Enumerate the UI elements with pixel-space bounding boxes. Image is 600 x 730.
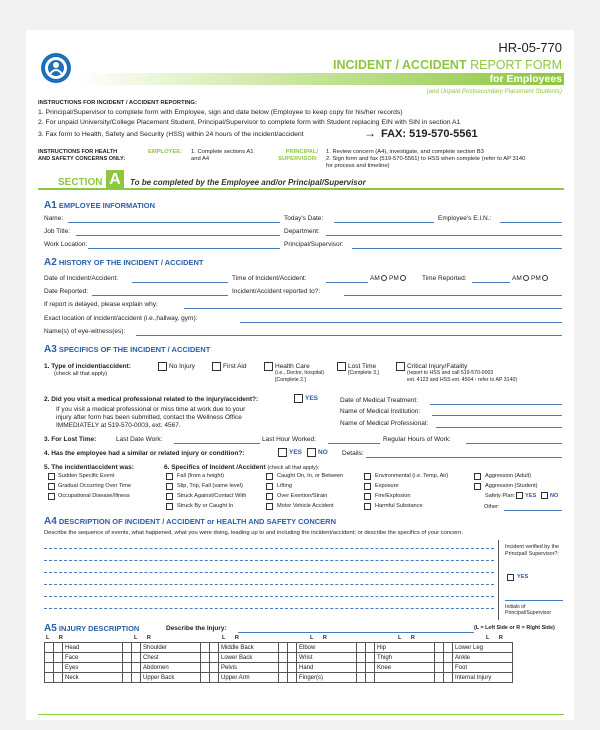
injury-part: Shoulder bbox=[141, 643, 201, 653]
table-row bbox=[45, 673, 513, 683]
lr-header: L R bbox=[134, 635, 155, 641]
supervisor-text-2: 2. Sign form and fax (519-570-5561) to HSS when complete (refer to AP 3140 for process and timeline) bbox=[326, 156, 526, 169]
supervisor-label: PRINCIPAL/ SUPERVISOR: bbox=[278, 149, 318, 162]
q6-checkbox[interactable] bbox=[266, 493, 273, 500]
injury-cell-r[interactable] bbox=[54, 663, 63, 673]
safety-yes-checkbox[interactable] bbox=[516, 492, 523, 499]
injury-part: Middle Back bbox=[219, 643, 279, 653]
instruction-step-3: 3. Fax form to Health, Safety and Security (HSS) within 24 hours of the incident/accident bbox=[38, 131, 304, 138]
form-subtitle: for Employees bbox=[489, 73, 562, 85]
injury-part: Internal Injury bbox=[453, 673, 513, 683]
critical-injury-label: Critical Injury/Fatality bbox=[407, 363, 468, 370]
injury-part: Pelvis bbox=[219, 663, 279, 673]
health-care-label: Health Care bbox=[275, 363, 310, 370]
department-label: Department: bbox=[284, 228, 320, 235]
medical-institution-label: Name of Medical Institution: bbox=[340, 408, 421, 415]
form-note: (and Unpaid Postsecondary Placement Students) bbox=[426, 88, 562, 95]
injury-cell-l[interactable] bbox=[201, 653, 210, 663]
injury-cell-l[interactable] bbox=[435, 643, 444, 653]
other-label: Other: bbox=[484, 504, 500, 510]
q6-option: Aggression (Student) bbox=[485, 483, 538, 489]
lr-header: L R bbox=[222, 635, 243, 641]
q6-checkbox[interactable] bbox=[166, 483, 173, 490]
work-location-label: Work Location: bbox=[44, 241, 88, 248]
a5-heading: A5 INJURY DESCRIPTION bbox=[44, 623, 140, 634]
a2-heading: A2 HISTORY OF THE INCIDENT / ACCIDENT bbox=[44, 257, 204, 268]
medical-institution-input[interactable] bbox=[432, 415, 562, 416]
q6-checkbox[interactable] bbox=[474, 473, 481, 480]
exact-location-label: Exact location of incident/accident (i.e.,hallway, gym): bbox=[44, 315, 198, 322]
critical-injury-note-2: ext. 4123 and HSS ext. 4504 - refer to AP 3140) bbox=[407, 377, 518, 383]
injury-cell-r[interactable] bbox=[210, 663, 219, 673]
time-reported-input[interactable] bbox=[472, 282, 510, 283]
verified-yes-checkbox[interactable] bbox=[507, 574, 514, 581]
q5-label: 5. The incident/accident was: bbox=[44, 464, 134, 471]
injury-cell-l[interactable] bbox=[279, 673, 288, 683]
injury-part: Hand bbox=[297, 663, 357, 673]
first-aid-checkbox[interactable] bbox=[212, 362, 221, 371]
description-line[interactable] bbox=[44, 548, 494, 549]
today-date-input[interactable] bbox=[334, 222, 434, 223]
injury-cell-r[interactable] bbox=[366, 643, 375, 653]
injury-part: Wrist bbox=[297, 653, 357, 663]
q6-checkbox[interactable] bbox=[166, 503, 173, 510]
injury-cell-l[interactable] bbox=[357, 673, 366, 683]
injury-cell-l[interactable] bbox=[435, 653, 444, 663]
injury-cell-l[interactable] bbox=[45, 673, 54, 683]
no-injury-label: No Injury bbox=[169, 363, 196, 370]
injury-cell-l[interactable] bbox=[201, 673, 210, 683]
similar-no-checkbox[interactable] bbox=[307, 448, 316, 457]
injury-cell-l[interactable] bbox=[123, 643, 132, 653]
employee-label: EMPLOYEE: bbox=[148, 149, 183, 155]
injury-cell-l[interactable] bbox=[357, 643, 366, 653]
q6-option: Fire/Explosion bbox=[375, 493, 411, 499]
injury-cell-r[interactable] bbox=[444, 653, 453, 663]
q6-checkbox[interactable] bbox=[364, 483, 371, 490]
injury-part: Elbow bbox=[297, 643, 357, 653]
name-input[interactable] bbox=[68, 222, 280, 223]
no-injury-checkbox[interactable] bbox=[158, 362, 167, 371]
first-aid-label: First Aid bbox=[223, 363, 247, 370]
verified-label: Incident verified by the Principal/ Supervisor?: bbox=[505, 544, 559, 557]
date-medical-input[interactable] bbox=[430, 404, 562, 405]
pm-label-2: PM bbox=[531, 275, 541, 282]
injury-cell-l[interactable] bbox=[201, 643, 210, 653]
section-desc: To be completed by the Employee and/or Principal/Supervisor bbox=[130, 178, 366, 187]
today-date-label: Today's Date: bbox=[284, 215, 324, 222]
injury-cell-r[interactable] bbox=[444, 673, 453, 683]
description-line[interactable] bbox=[44, 584, 494, 585]
safety-no-checkbox[interactable] bbox=[541, 492, 548, 499]
q6-checkbox[interactable] bbox=[166, 473, 173, 480]
initials-input[interactable] bbox=[505, 600, 563, 601]
q6-option: Lifting bbox=[277, 483, 292, 489]
safety-plan-label: Safety Plan: bbox=[485, 493, 516, 499]
delay-reason-input[interactable] bbox=[184, 308, 562, 309]
health-care-checkbox[interactable] bbox=[264, 362, 273, 371]
details-label: Details: bbox=[342, 450, 364, 457]
time-reported-label: Time Reported: bbox=[422, 275, 467, 282]
job-title-input[interactable] bbox=[76, 235, 280, 236]
injury-cell-r[interactable] bbox=[288, 653, 297, 663]
health-care-note: (i.e., Doctor, hospital) bbox=[275, 370, 325, 376]
q6-checkbox[interactable] bbox=[364, 493, 371, 500]
last-date-label: Last Date Work: bbox=[116, 436, 163, 443]
q6-checkbox[interactable] bbox=[474, 483, 481, 490]
q6-option: Motor Vehicle Accident bbox=[277, 503, 334, 509]
section-label: SECTION bbox=[58, 177, 103, 188]
injury-part: Knee bbox=[375, 663, 435, 673]
injury-cell-r[interactable] bbox=[210, 643, 219, 653]
verification-box bbox=[498, 540, 564, 620]
injury-cell-l[interactable] bbox=[279, 663, 288, 673]
reported-to-label: Incident/Accident reported to?: bbox=[232, 288, 321, 295]
injury-part bbox=[375, 673, 435, 683]
section-letter: A bbox=[106, 170, 124, 190]
injury-cell-r[interactable] bbox=[54, 673, 63, 683]
similar-no-label: NO bbox=[318, 449, 328, 456]
name-label: Name: bbox=[44, 215, 64, 222]
reported-to-input[interactable] bbox=[344, 295, 562, 296]
injury-cell-r[interactable] bbox=[132, 653, 141, 663]
injury-table bbox=[44, 642, 513, 683]
date-of-incident-input[interactable] bbox=[132, 282, 228, 283]
date-reported-label: Date Reported: bbox=[44, 288, 89, 295]
injury-part: Thigh bbox=[375, 653, 435, 663]
injury-part: Lower Back bbox=[219, 653, 279, 663]
supervisor-text-1: 1. Review concern (A4), investigate, and complete section B3 bbox=[326, 149, 484, 155]
injury-cell-l[interactable] bbox=[201, 663, 210, 673]
injury-cell-r[interactable] bbox=[54, 653, 63, 663]
eyewitness-label: Name(s) of eye-witness(es): bbox=[44, 328, 126, 335]
gradual-checkbox[interactable] bbox=[48, 483, 55, 490]
similar-yes-checkbox[interactable] bbox=[278, 448, 287, 457]
q2-label: 2. Did you visit a medical professional related to the injury/accident?: bbox=[44, 396, 259, 403]
a1-heading: A1 EMPLOYEE INFORMATION bbox=[44, 200, 156, 211]
q2-note-1: If you visit a medical professional or miss time at work due to your bbox=[56, 406, 246, 413]
injury-part: Lower Leg bbox=[453, 643, 513, 653]
table-row bbox=[45, 643, 513, 653]
section-a-banner bbox=[38, 170, 564, 194]
q6-option: Struck Against/Contact With bbox=[177, 493, 247, 499]
injury-cell-l[interactable] bbox=[435, 663, 444, 673]
injury-cell-r[interactable] bbox=[366, 663, 375, 673]
q1-label: 1. Type of incident/accident: bbox=[44, 363, 131, 370]
injury-cell-l[interactable] bbox=[123, 663, 132, 673]
ein-input[interactable] bbox=[500, 222, 562, 223]
injury-cell-r[interactable] bbox=[54, 643, 63, 653]
bottom-divider bbox=[38, 714, 564, 715]
q6-checkbox[interactable] bbox=[166, 493, 173, 500]
q6-option: Environmental (i.e. Temp, Air) bbox=[375, 473, 449, 479]
description-line[interactable] bbox=[44, 608, 494, 609]
job-title-label: Job Title: bbox=[44, 228, 71, 235]
injury-cell-r[interactable] bbox=[288, 673, 297, 683]
critical-injury-checkbox[interactable] bbox=[396, 362, 405, 371]
medical-yes-checkbox[interactable] bbox=[294, 394, 303, 403]
a4-heading: A4 DESCRIPTION OF INCIDENT / ACCIDENT or HEALTH AND SAFETY CONCERN bbox=[44, 516, 336, 527]
table-row bbox=[45, 653, 513, 663]
q6-checkbox[interactable] bbox=[364, 473, 371, 480]
initials-label: Initials of Principal/Supervisor bbox=[505, 604, 552, 616]
instruction-step-1: 1. Principal/Supervisor to complete form with Employee, sign and date below (Employee to keep copy for his/her records) bbox=[38, 109, 403, 116]
lr-header: L R bbox=[486, 635, 507, 641]
injury-part: Chest bbox=[141, 653, 201, 663]
q6-label: 6. Specifics of Incident /Accident (check all that apply): bbox=[164, 464, 320, 471]
delay-reason-label: If report is delayed, please explain why: bbox=[44, 301, 158, 308]
injury-part: Hip bbox=[375, 643, 435, 653]
eyewitness-input[interactable] bbox=[136, 335, 562, 336]
form-title bbox=[333, 58, 562, 72]
description-line[interactable] bbox=[44, 560, 494, 561]
injury-cell-r[interactable] bbox=[132, 663, 141, 673]
injury-cell-r[interactable] bbox=[288, 643, 297, 653]
a3-heading: A3 SPECIFICS OF THE INCIDENT / ACCIDENT bbox=[44, 344, 211, 355]
title-part-b: REPORT FORM bbox=[470, 58, 562, 72]
q4-label: 4. Has the employee had a similar or related injury or condition?: bbox=[44, 450, 245, 457]
lost-time-form: [Complete 3.] bbox=[348, 370, 379, 376]
critical-injury-note-1: (report to HSS and call 519-570-0003 bbox=[407, 370, 494, 376]
arrow-icon: → bbox=[364, 126, 376, 140]
injury-cell-l[interactable] bbox=[357, 653, 366, 663]
q6-checkbox[interactable] bbox=[364, 503, 371, 510]
lost-time-label: Lost Time bbox=[348, 363, 377, 370]
injury-cell-r[interactable] bbox=[444, 643, 453, 653]
sudden-event-checkbox[interactable] bbox=[48, 473, 55, 480]
last-hour-input[interactable] bbox=[328, 443, 380, 444]
occupational-checkbox[interactable] bbox=[48, 493, 55, 500]
q5-option: Sudden Specific Event bbox=[58, 473, 115, 479]
last-hour-label: Last Hour Worked: bbox=[262, 436, 317, 443]
medical-professional-label: Name of Medical Professional: bbox=[340, 420, 429, 427]
q6-checkbox[interactable] bbox=[266, 503, 273, 510]
title-part-a: INCIDENT / ACCIDENT bbox=[333, 58, 471, 72]
date-reported-input[interactable] bbox=[92, 295, 228, 296]
injury-part: Ankle bbox=[453, 653, 513, 663]
q1-sublabel: (check all that apply) bbox=[54, 371, 108, 377]
pm-radio-2[interactable] bbox=[542, 275, 548, 281]
injury-cell-r[interactable] bbox=[132, 673, 141, 683]
injury-cell-r[interactable] bbox=[444, 663, 453, 673]
q5-option: Occupational Disease/Illness bbox=[58, 493, 130, 499]
q6-option: Struck By or Caught In bbox=[177, 503, 234, 509]
injury-cell-r[interactable] bbox=[366, 673, 375, 683]
injury-describe-label: Describe the Injury: bbox=[166, 625, 227, 632]
department-input[interactable] bbox=[326, 235, 562, 236]
am-radio-2[interactable] bbox=[523, 275, 529, 281]
other-input[interactable] bbox=[504, 510, 562, 511]
time-of-incident-label: Time of Incident/Accident: bbox=[232, 275, 307, 282]
q3-label: 3. For Lost Time: bbox=[44, 436, 97, 443]
am-radio-1[interactable] bbox=[381, 275, 387, 281]
fax-number: FAX: 519-570-5561 bbox=[381, 128, 478, 140]
injury-describe-input[interactable] bbox=[238, 632, 474, 633]
injury-cell-l[interactable] bbox=[279, 643, 288, 653]
work-location-input[interactable] bbox=[88, 248, 280, 249]
q6-option: Fall (from a height) bbox=[177, 473, 224, 479]
medical-yes-label: YES bbox=[305, 395, 319, 402]
injury-part: Abdomen bbox=[141, 663, 201, 673]
lost-time-checkbox[interactable] bbox=[337, 362, 346, 371]
table-row bbox=[45, 663, 513, 673]
description-line[interactable] bbox=[44, 596, 494, 597]
q6-checkbox[interactable] bbox=[266, 473, 273, 480]
injury-part: Foot bbox=[453, 663, 513, 673]
form-page bbox=[26, 30, 574, 720]
am-label-1: AM bbox=[370, 275, 380, 282]
injury-part: Upper Back bbox=[141, 673, 201, 683]
instructions-heading: INSTRUCTIONS FOR INCIDENT / ACCIDENT REPORTING: bbox=[38, 100, 197, 106]
q2-note-3: IMMEDIATELY at 519-570-0003, ext. 4567. bbox=[56, 422, 181, 429]
safety-yes-label: YES bbox=[525, 493, 537, 499]
injury-cell-r[interactable] bbox=[288, 663, 297, 673]
description-line[interactable] bbox=[44, 572, 494, 573]
principal-label: Principal/Supervisor: bbox=[284, 241, 344, 248]
injury-cell-l[interactable] bbox=[279, 653, 288, 663]
injury-cell-l[interactable] bbox=[357, 663, 366, 673]
regular-hours-label: Regular Hours of Work: bbox=[383, 436, 451, 443]
q6-checkbox[interactable] bbox=[266, 483, 273, 490]
a4-description: Describe the sequence of events, what happened, what you were doing, leading up to and including the incident/accident; or describe the specifics of your concern. bbox=[44, 530, 463, 536]
q6-option: Harmful Substance bbox=[375, 503, 423, 509]
q6-option: Caught On, In, or Between bbox=[277, 473, 344, 479]
pm-label-1: PM bbox=[389, 275, 399, 282]
instruction-step-2: 2. For unpaid University/College Placement Student, Principal/Supervisor to complete form with Student replacing EIN with SIN in section A1 bbox=[38, 119, 461, 126]
details-input[interactable] bbox=[366, 457, 562, 458]
health-care-form: [Complete 2.] bbox=[275, 377, 306, 383]
form-code: HR-05-770 bbox=[498, 40, 562, 55]
lr-legend: (L = Left Side or R = Right Side) bbox=[474, 625, 555, 631]
date-of-incident-label: Date of Incident/Accident: bbox=[44, 275, 119, 282]
time-of-incident-input[interactable] bbox=[326, 282, 368, 283]
employee-text: 1. Complete sections A1 and A4 bbox=[191, 149, 254, 162]
injury-cell-l[interactable] bbox=[123, 673, 132, 683]
safety-no-label: NO bbox=[550, 493, 559, 499]
injury-part: Eyes bbox=[63, 663, 123, 673]
injury-part: Head bbox=[63, 643, 123, 653]
similar-yes-label: YES bbox=[289, 449, 303, 456]
injury-part: Finger(s) bbox=[297, 673, 357, 683]
pm-radio-1[interactable] bbox=[400, 275, 406, 281]
date-medical-label: Date of Medical Treatment: bbox=[340, 397, 419, 404]
injury-cell-l[interactable] bbox=[45, 653, 54, 663]
verified-yes-label: YES bbox=[517, 574, 529, 580]
injury-cell-r[interactable] bbox=[366, 653, 375, 663]
principal-input[interactable] bbox=[352, 248, 562, 249]
last-date-input[interactable] bbox=[174, 443, 260, 444]
logo bbox=[40, 52, 72, 84]
lr-header: L R bbox=[310, 635, 331, 641]
q6-option: Over Exertion/Strain bbox=[277, 493, 328, 499]
q6-option: Aggression (Adult) bbox=[485, 473, 532, 479]
am-label-2: AM bbox=[512, 275, 522, 282]
hs-instructions-heading: INSTRUCTIONS FOR HEALTH AND SAFETY CONCERNS ONLY: bbox=[38, 149, 126, 162]
injury-cell-l[interactable] bbox=[123, 653, 132, 663]
injury-cell-l[interactable] bbox=[435, 673, 444, 683]
lr-header: L R bbox=[398, 635, 419, 641]
ein-label: Employee's E.I.N.: bbox=[438, 215, 492, 222]
lr-header: L R bbox=[46, 635, 67, 641]
injury-part: Neck bbox=[63, 673, 123, 683]
q2-note-2: injury after form has been submitted, contact the Wellness Office bbox=[56, 414, 242, 421]
injury-cell-r[interactable] bbox=[210, 653, 219, 663]
injury-cell-l[interactable] bbox=[45, 643, 54, 653]
medical-professional-input[interactable] bbox=[436, 427, 562, 428]
injury-cell-l[interactable] bbox=[45, 663, 54, 673]
board-logo-icon bbox=[40, 52, 72, 84]
injury-part: Face bbox=[63, 653, 123, 663]
exact-location-input[interactable] bbox=[240, 322, 562, 323]
injury-cell-r[interactable] bbox=[210, 673, 219, 683]
injury-cell-r[interactable] bbox=[132, 643, 141, 653]
injury-part: Upper Arm bbox=[219, 673, 279, 683]
q5-option: Gradual Occurring Over Time bbox=[58, 483, 132, 489]
q6-option: Exposure bbox=[375, 483, 399, 489]
regular-hours-input[interactable] bbox=[466, 443, 562, 444]
q6-option: Slip, Trip, Fall (same level) bbox=[177, 483, 243, 489]
